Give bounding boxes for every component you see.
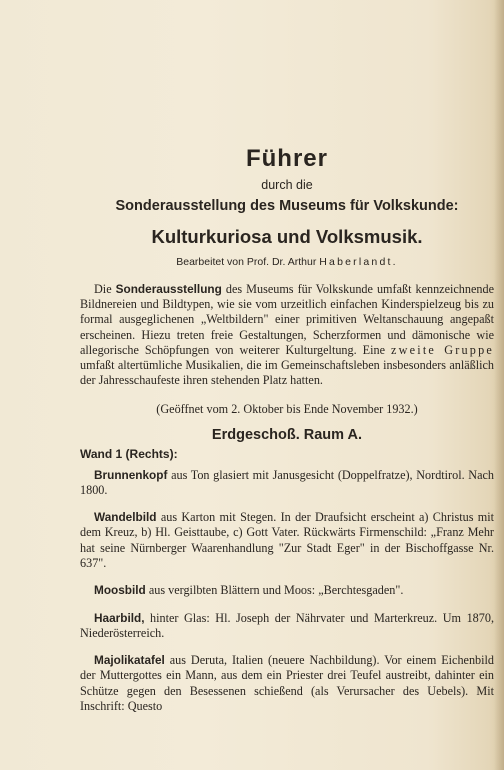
entry-text: aus vergilbten Blättern und Moos: „Berchtesgaden". <box>148 583 404 598</box>
entry <box>80 653 494 714</box>
intro-text-end: umfaßt altertümliche Musikalien, die im Gemeinschaftsleben insbesonders anläßlich der Jahresschaufeste ihren stehenden Platz hatten. <box>80 358 494 388</box>
entry-keyword: Brunnenkopf <box>94 467 168 482</box>
opening-dates: (Geöffnet vom 2. Oktober bis Ende November 1932.) <box>156 401 418 416</box>
intro-spaced: zweite Gruppe <box>391 342 494 357</box>
wall-label: Wand 1 (Rechts): <box>80 446 178 461</box>
entry-keyword: Majolikatafel <box>94 653 165 668</box>
subtitle-durch: durch die <box>261 178 313 192</box>
entry-text: aus Karton mit Stegen. In der Draufsicht erscheint a) Christus mit dem Kreuz, b) Hl. Geisttaube, c) Gott Vater. Rückwärts Firmenschild: „Franz Mehr hat seine Nürnberger Waarenhandlung "Zur Stadt Eger" in der Bischoffgasse Nr. 637". <box>80 510 495 570</box>
entry <box>80 583 494 598</box>
entry-keyword: Moosbild <box>94 583 146 598</box>
entry <box>80 611 494 641</box>
intro-text: des Museums für Volkskunde umfaßt kennzeichnende Bildnereien und Bildtypen, wie sie vom urzeitlich einfachen Kinderspielzeug bis zu formal ausgeglichenen „Weltbildern" einer primitiven Weltanschauung angepaßt erscheinen. Hiezu treten freie Gestaltungen, Scherzformen und dämonische wie allegorische Schöpfungen von weiterer Kulturgeltung. Eine <box>80 282 494 357</box>
intro-paragraph <box>80 282 494 388</box>
author-prefix: Bearbeitet von Prof. Dr. Arthur <box>176 256 317 268</box>
author-line <box>80 256 494 276</box>
entry-text: hinter Glas: Hl. Joseph der Nährvater und Marterkreuz. Um 1870, Niederösterreich. <box>80 610 494 640</box>
page-content <box>80 145 494 726</box>
entry-keyword: Haarbild, <box>94 610 145 625</box>
entry-text: aus Ton glasiert mit Janusgesicht (Doppelfratze), Nordtirol. Nach 1800. <box>80 467 495 497</box>
section-heading: Erdgeschoß. Raum A. <box>211 426 363 443</box>
intro-keyword: Sonderausstellung <box>115 282 222 296</box>
exhibition-heading: Sonderausstellung des Museums für Volkskunde: <box>115 198 459 214</box>
intro-lead: Die <box>94 282 112 296</box>
exhibition-title: Kulturkuriosa und Volksmusik. <box>151 226 423 247</box>
entry <box>80 468 494 498</box>
page-edge-shadow <box>494 0 504 770</box>
entry-text: aus Deruta, Italien (neuere Nachbildung). Vor einem Eichenbild der Muttergottes ein Mann, aus dem ein Priester drei Teufel austreibt, dahinter ein Schütze gegen den Besessenen schießend (als Verursacher des Uebels). Mit Inschrift: Questo <box>80 653 495 713</box>
document-title: Führer <box>245 145 328 172</box>
entry-keyword: Wandelbild <box>94 510 157 525</box>
entry <box>80 510 494 571</box>
author-name: Haberlandt. <box>319 256 398 268</box>
